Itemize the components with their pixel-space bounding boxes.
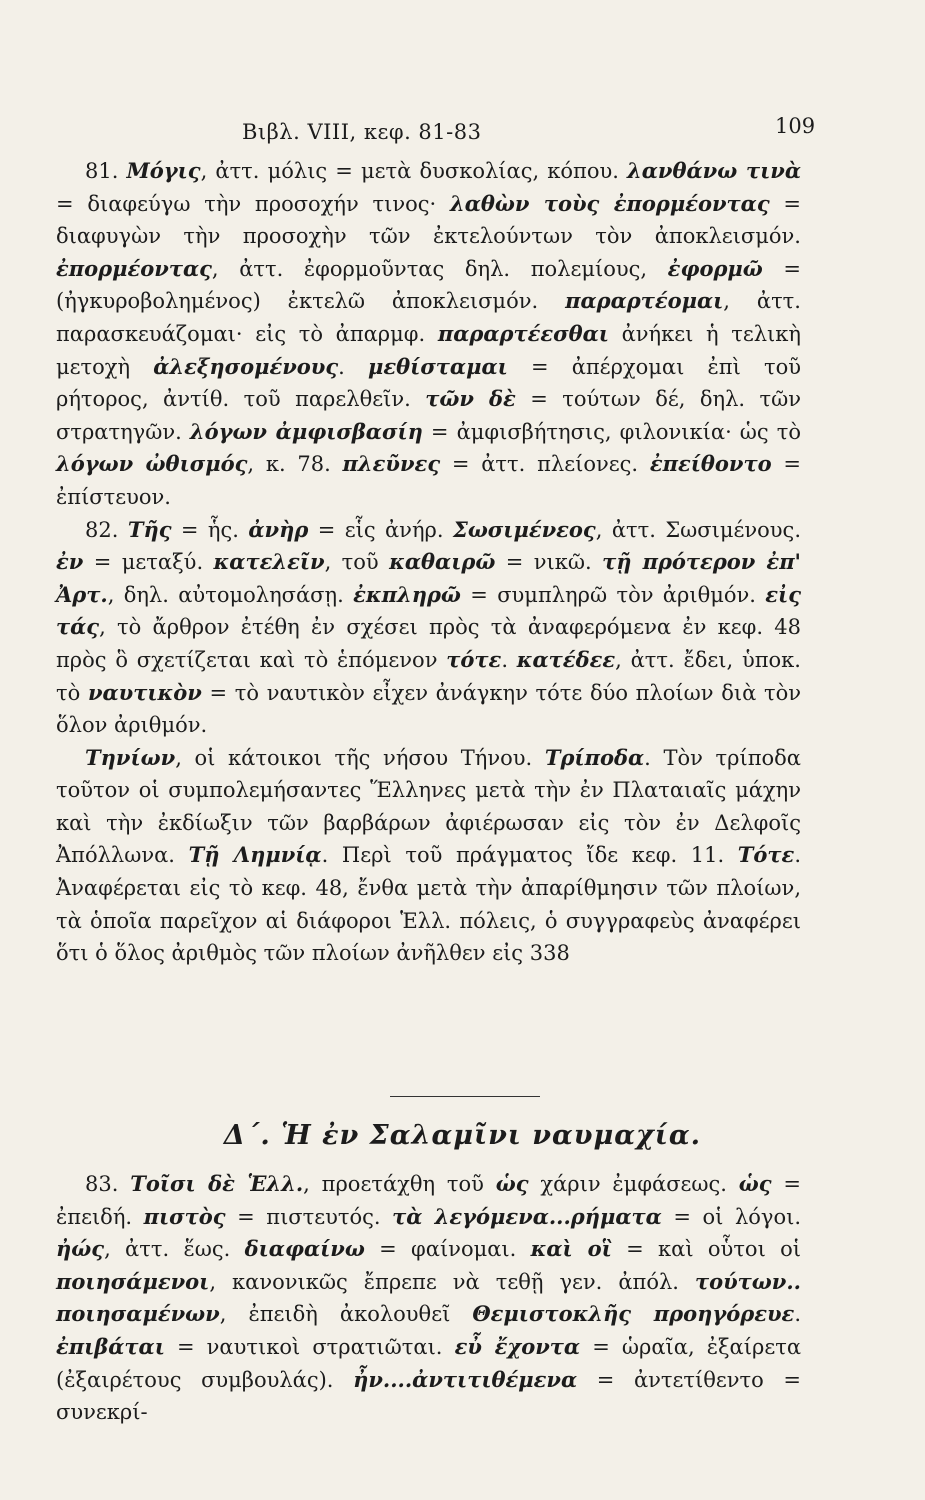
lemma: τῇ πρότερον ἐπ' Ἀρτ. <box>56 549 801 607</box>
gloss-text: = ἀντετίθεντο = συνεκρί- <box>56 1367 801 1425</box>
gloss-text: , κανονικῶς ἔπρεπε νὰ τεθῇ γεν. ἀπόλ. <box>209 1269 695 1294</box>
lemma: παραρτέομαι <box>565 288 724 314</box>
gloss-text: , τὸ ἄρθρον ἐτέθη ἐν σχέσει πρὸς τὰ ἀναφερόμενα ἐν κεφ. 48 πρὸς ὃ σχετίζεται καὶ τὸ ἑπόμενον <box>56 615 801 672</box>
gloss-text: , ἐπειδὴ ἀκολουθεῖ <box>219 1302 473 1327</box>
gloss-text: = μεταξύ. <box>83 550 214 575</box>
gloss-text: , ἀττ. παρασκευάζομαι· εἰς τὸ ἀπαρμφ. <box>56 289 801 346</box>
lemma: κατελεῖν <box>213 549 325 575</box>
lemma: ἠώς <box>56 1236 105 1262</box>
lemma: καθαιρῶ <box>389 549 496 575</box>
gloss-text: = ἧς. <box>171 517 249 542</box>
lemma: ἀνὴρ <box>248 516 309 542</box>
lemma: πιστὸς <box>143 1203 226 1229</box>
lemma: ἐφορμῶ <box>667 255 763 281</box>
gloss-text: = ἀμφισβήτησις, φιλονικία· ὡς τὸ <box>422 419 801 444</box>
lemma: Σωσιμένεος <box>452 516 596 542</box>
gloss-text: , ἀττ. ἕως. <box>104 1237 245 1262</box>
lemma: Τῆς <box>127 516 172 542</box>
lemma: Τηνίων <box>85 744 176 770</box>
gloss-text: 81. <box>85 159 127 183</box>
lemma: λόγων ὠθισμός <box>56 451 248 477</box>
gloss-text: = τούτων δέ, δηλ. τῶν στρατηγῶν. <box>56 387 801 444</box>
gloss-text: = οἱ λόγοι. <box>661 1204 801 1229</box>
lemma: ἐπείθοντο <box>649 451 772 477</box>
lemma: ἀλεξησομένους <box>153 353 339 379</box>
lemma: εὖ ἔχοντα <box>454 1333 581 1359</box>
gloss-text: , προετάχθη τοῦ <box>303 1172 496 1196</box>
gloss-text: = ἐπειδή. <box>56 1172 801 1229</box>
gloss-text: = καὶ οὗτοι οἱ <box>611 1237 802 1262</box>
gloss-text: , τοῦ <box>324 550 390 575</box>
gloss-text: = πιστευτός. <box>225 1204 393 1229</box>
lemma: εἰς τάς <box>56 581 801 640</box>
gloss-text: = διαφυγὼν τὴν προσοχὴν τῶν ἐκτελούντων τὸν ἀποκλεισμόν. <box>56 191 801 249</box>
lemma: Τοῖσι δὲ Ἑλλ. <box>130 1171 304 1196</box>
gloss-text: ἀνήκει ἡ τελικὴ μετοχὴ <box>56 321 802 379</box>
gloss-text: = διαφεύγω τὴν προσοχήν τινος· <box>56 191 450 216</box>
lemma: διαφαίνω <box>244 1236 365 1262</box>
running-head <box>0 110 925 150</box>
lemma: μεθίσταμαι <box>368 353 508 379</box>
lemma: παραρτέεσθαι <box>437 320 609 346</box>
gloss-text: . Τὸν τρίποδα τοῦτον οἱ συμπολεμήσαντες Ἕλληνες μετὰ τὴν ἐν Πλαταιαῖς μάχην καὶ τὴν ἐκδίωξιν τῶν βαρβάρων ἀφιέρωσαν εἰς τὸν ἐν Δελφοῖς Ἀπόλλωνα. <box>56 745 801 868</box>
gloss-text: , δηλ. αὐτομολησάσῃ. <box>107 582 354 607</box>
lemma: λόγων ἀμφισβασίη <box>189 418 423 444</box>
gloss-text: = ἀπέρχομαι ἐπὶ τοῦ ρήτορος, ἀντίθ. τοῦ παρελθεῖν. <box>56 354 801 412</box>
gloss-text: = τὸ ναυτικὸν εἶχεν ἀνάγκην τότε δύο πλοίων διὰ τὸν ὅλον ἀριθμόν. <box>56 680 801 738</box>
lemma: ἐπιβάται <box>56 1333 165 1359</box>
lemma: ἦν....ἀντιτιθέμενα <box>353 1366 578 1392</box>
page-number: 109 <box>775 114 816 138</box>
commentary-text <box>56 155 801 970</box>
gloss-text: = ἐπίστευον. <box>56 452 801 509</box>
commentary-text-2 <box>56 1168 801 1429</box>
lemma: ὡς <box>495 1171 529 1196</box>
gloss-text: . Ἀναφέρεται εἰς τὸ κεφ. 48, ἔνθα μετὰ τὴν ἀπαρίθμησιν τῶν πλοίων, τὰ ὁποῖα παρεῖχον αἱ διάφοροι Ἑλλ. πόλεις, ὁ συγγραφεὺς ἀναφέρει ὅτι ὁ ὅλος ἀριθμὸς τῶν πλοίων ἀνῆλθεν εἰς 338 <box>56 843 801 966</box>
lemma: ποιησάμενοι <box>56 1268 210 1294</box>
lemma: ναυτικὸν <box>87 679 202 705</box>
lemma: Τρίποδα <box>544 744 645 770</box>
paragraph-82 <box>56 514 801 742</box>
gloss-text: . <box>338 354 369 379</box>
gloss-text: = συμπληρῶ τὸν ἀριθμόν. <box>460 582 766 607</box>
lemma: τούτων.. ποιησαμένων <box>56 1268 801 1327</box>
gloss-text: χάριν ἐμφάσεως. <box>528 1172 739 1196</box>
gloss-text: , ἀττ. μόλις = μετὰ δυσκολίας, κόπου. <box>200 159 628 183</box>
lemma: πλεῦνες <box>342 451 441 477</box>
gloss-text: . <box>794 1302 801 1327</box>
lemma: τὰ λεγόμενα...ρήματα <box>392 1203 662 1229</box>
gloss-text: , ἀττ. Σωσιμένους. <box>595 517 801 542</box>
gloss-text: = ναυτικοὶ στρατιῶται. <box>164 1334 455 1359</box>
paragraph-83 <box>56 1168 801 1429</box>
gloss-text: . Περὶ τοῦ πράγματος ἴδε κεφ. 11. <box>321 843 738 868</box>
paragraph-82-continued <box>56 742 801 970</box>
lemma: Τότε <box>737 842 795 868</box>
section-heading: Δ΄. Ἡ ἐν Σαλαμῖνι ναυμαχία. <box>223 1120 702 1151</box>
lemma: κατέδεε <box>516 646 616 672</box>
gloss-text: = ἀττ. πλείονες. <box>440 452 650 477</box>
paragraph-81 <box>56 155 801 514</box>
lemma: τότε <box>446 646 502 672</box>
gloss-text: = (ἠγκυροβολημένος) ἐκτελῶ ἀποκλεισμόν. <box>56 256 801 314</box>
gloss-text: , ἀττ. ἔδει, ὑποκ. τὸ <box>56 647 801 705</box>
gloss-text: 83. <box>85 1172 131 1196</box>
lemma: τῶν δὲ <box>425 386 516 412</box>
gloss-text: , κ. 78. <box>247 452 343 477</box>
lemma: λανθάνω τινὰ <box>627 158 801 183</box>
gloss-text: . <box>501 647 517 672</box>
section-divider <box>390 1096 540 1097</box>
lemma: λαθὼν τοὺς ἐπορμέοντας <box>449 190 770 216</box>
lemma: Θεμιστοκλῆς προηγόρευε <box>472 1301 795 1327</box>
gloss-text: = ὡραῖα, ἐξαίρετα (ἐξαιρέτους συμβουλάς). <box>56 1334 801 1392</box>
gloss-text: = εἷς ἀνήρ. <box>308 517 453 542</box>
lemma: ἐν <box>56 549 84 575</box>
gloss-text: = φαίνομαι. <box>364 1237 531 1262</box>
lemma: ἐπορμέοντας <box>56 255 212 281</box>
lemma: ὡς <box>738 1171 772 1196</box>
gloss-text: = νικῶ. <box>495 550 603 575</box>
lemma: Μόγις <box>126 158 201 183</box>
running-title: Βιβλ. VIII, κεφ. 81-83 <box>242 120 482 144</box>
gloss-text: , οἱ κάτοικοι τῆς νήσου Τήνου. <box>175 745 545 770</box>
lemma: καὶ οἳ <box>530 1236 612 1262</box>
gloss-text: , ἀττ. ἐφορμοῦντας δηλ. πολεμίους, <box>211 256 668 281</box>
lemma: Τῇ Λημνίᾳ <box>188 842 322 868</box>
lemma: ἐκπληρῶ <box>353 581 461 607</box>
gloss-text: 82. <box>85 517 128 542</box>
